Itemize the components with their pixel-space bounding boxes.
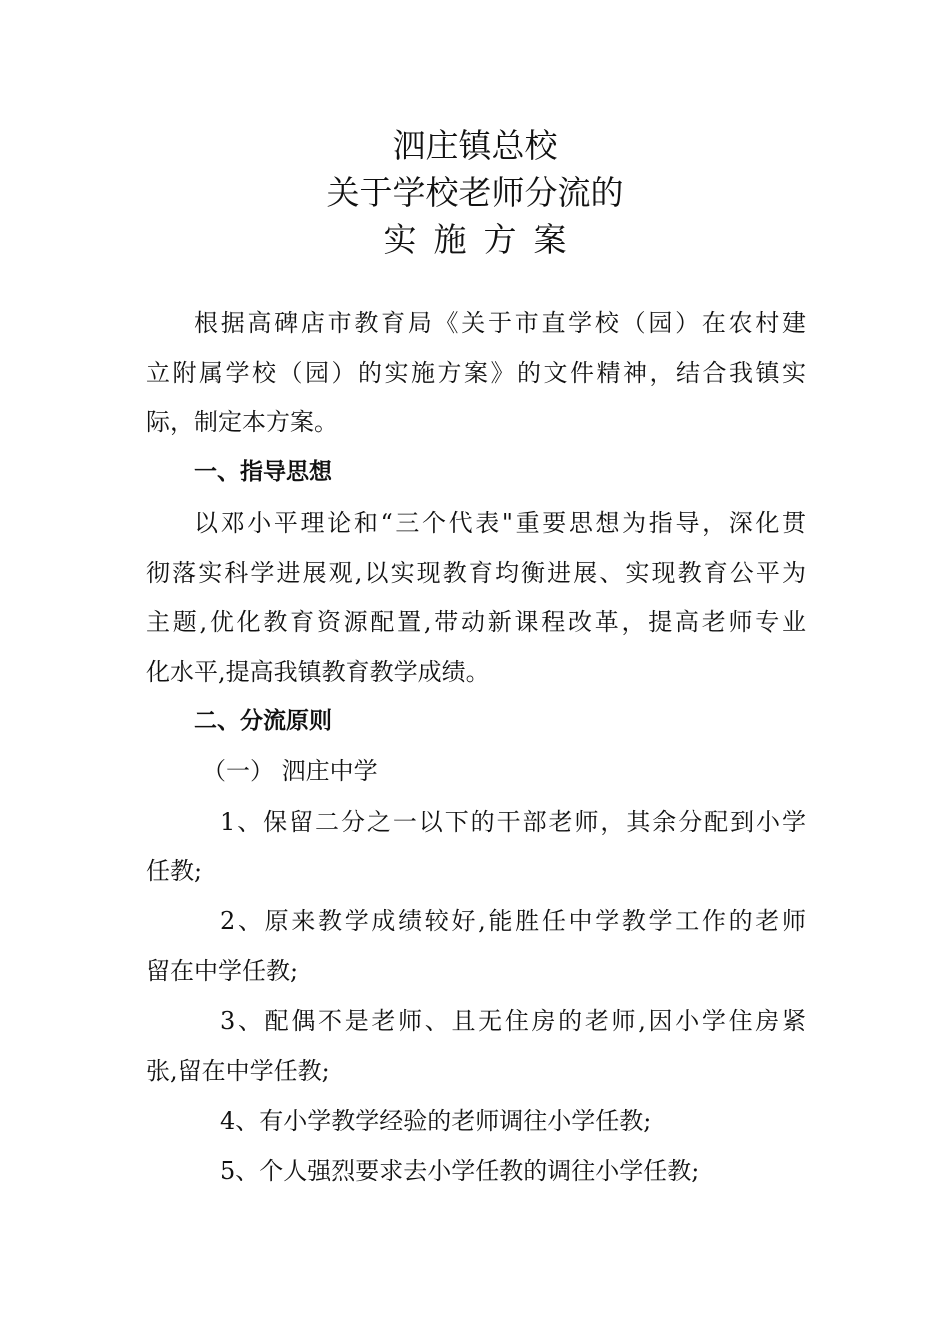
section1-line-1: 以邓小平理论和“三个代表"重要思想为指导，深化贯 <box>194 509 806 537</box>
item-3-line-2: 张,留在中学任教; <box>146 1057 330 1085</box>
section1-line-4: 化水平,提高我镇教育教学成绩。 <box>146 658 490 686</box>
item-2-line-2: 留在中学任教; <box>146 957 299 985</box>
title-line-3: 实施方案 <box>383 220 584 259</box>
intro-line-3: 际，制定本方案。 <box>146 408 338 436</box>
document-title <box>0 122 950 263</box>
title-line-1: 泗庄镇总校 <box>392 126 558 165</box>
section1-line-3: 主题,优化教育资源配置,带动新课程改革，提高老师专业 <box>146 608 806 636</box>
item-2-line-1: 2、原来教学成绩较好,能胜任中学教学工作的老师 <box>220 907 806 935</box>
item-4: 4、有小学教学经验的老师调往小学任教; <box>220 1107 652 1135</box>
section-heading-diversion-principles: 二、分流原则 <box>194 708 332 734</box>
item-1-line-1: 1、保留二分之一以下的干部老师，其余分配到小学 <box>220 808 806 836</box>
intro-line-2: 立附属学校（园）的实施方案》的文件精神，结合我镇实 <box>146 359 806 387</box>
section1-line-2: 彻落实科学进展观,以实现教育均衡进展、实现教育公平为 <box>146 559 806 587</box>
item-1-line-2: 任教; <box>146 857 203 885</box>
item-3-line-1: 3、配偶不是老师、且无住房的老师,因小学住房紧 <box>220 1007 806 1035</box>
section-heading-guiding-ideology: 一、指导思想 <box>194 459 332 485</box>
title-line-2: 关于学校老师分流的 <box>326 173 624 212</box>
intro-line-1: 根据高碑店市教育局《关于市直学校（园）在农村建 <box>194 309 806 337</box>
item-5: 5、个人强烈要求去小学任教的调往小学任教; <box>220 1157 700 1185</box>
subheading-sizhuang-middle-school: （一） 泗庄中学 <box>202 757 378 785</box>
